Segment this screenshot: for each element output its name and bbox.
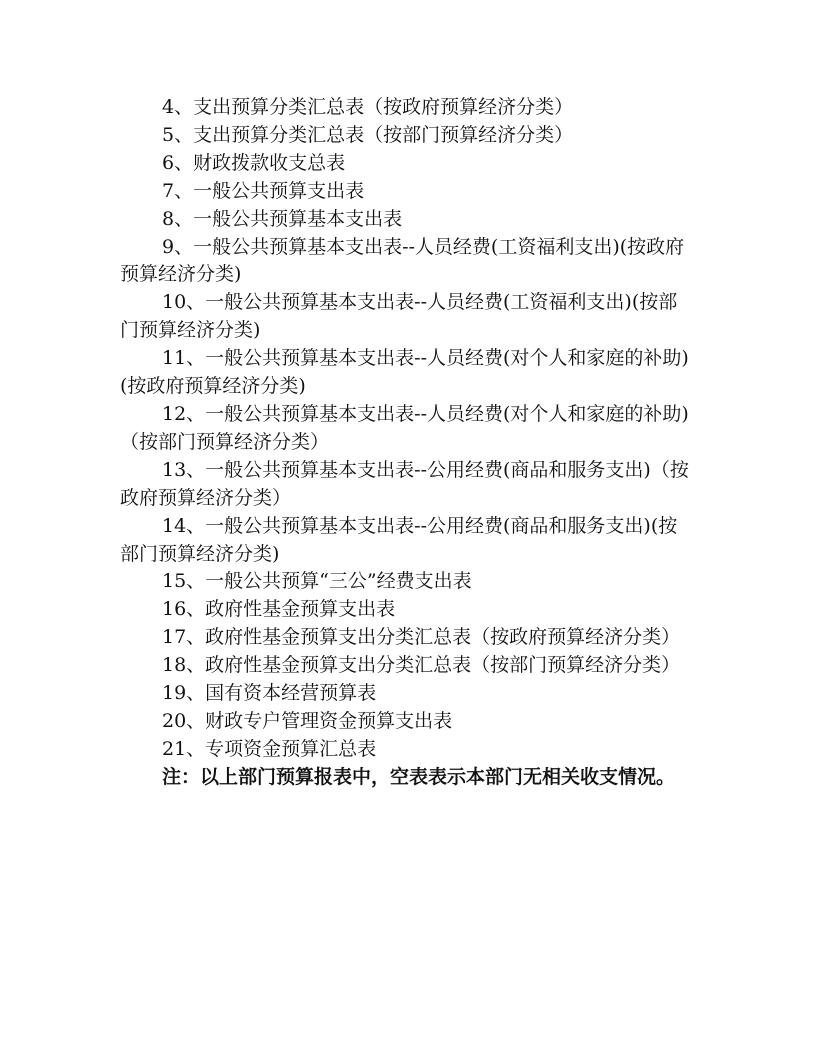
- list-item: 17、政府性基金预算支出分类汇总表（按政府预算经济分类）: [162, 626, 681, 649]
- list-item: 7、一般公共预算支出表: [162, 179, 365, 202]
- list-item: 11、一般公共预算基本支出表--人员经费(对个人和家庭的补助)(按政府预算经济分类): [120, 347, 689, 398]
- list-item: 4、支出预算分类汇总表（按政府预算经济分类）: [162, 96, 574, 118]
- list-item: 20、财政专户管理资金预算支出表: [162, 709, 453, 732]
- list-item: 19、国有资本经营预算表: [162, 682, 377, 705]
- list-item: 10、一般公共预算基本支出表--人员经费(工资福利支出)(按部门预算经济分类): [120, 291, 678, 342]
- list-item: 6、财政拨款收支总表: [162, 151, 346, 174]
- list-item: 15、一般公共预算“三公”经费支出表: [162, 570, 472, 593]
- list-item: 13、一般公共预算基本支出表--公用经费(商品和服务支出)（按政府预算经济分类）: [120, 458, 689, 509]
- list-item: 8、一般公共预算基本支出表: [162, 207, 403, 230]
- table-list: [120, 94, 690, 792]
- list-item: 9、一般公共预算基本支出表--人员经费(工资福利支出)(按政府预算经济分类): [120, 235, 685, 286]
- list-item: 18、政府性基金预算支出分类汇总表（按部门预算经济分类）: [162, 654, 681, 677]
- list-item: 14、一般公共预算基本支出表--公用经费(商品和服务支出)(按部门预算经济分类): [120, 514, 678, 565]
- list-item: 21、专项资金预算汇总表: [162, 737, 377, 760]
- footnote: 注：以上部门预算报表中，空表表示本部门无相关收支情况。: [162, 765, 676, 788]
- list-item: 16、政府性基金预算支出表: [162, 598, 396, 621]
- list-item: 12、一般公共预算基本支出表--人员经费(对个人和家庭的补助)（按部门预算经济分类）: [120, 402, 689, 453]
- list-item: 5、支出预算分类汇总表（按部门预算经济分类）: [162, 123, 574, 146]
